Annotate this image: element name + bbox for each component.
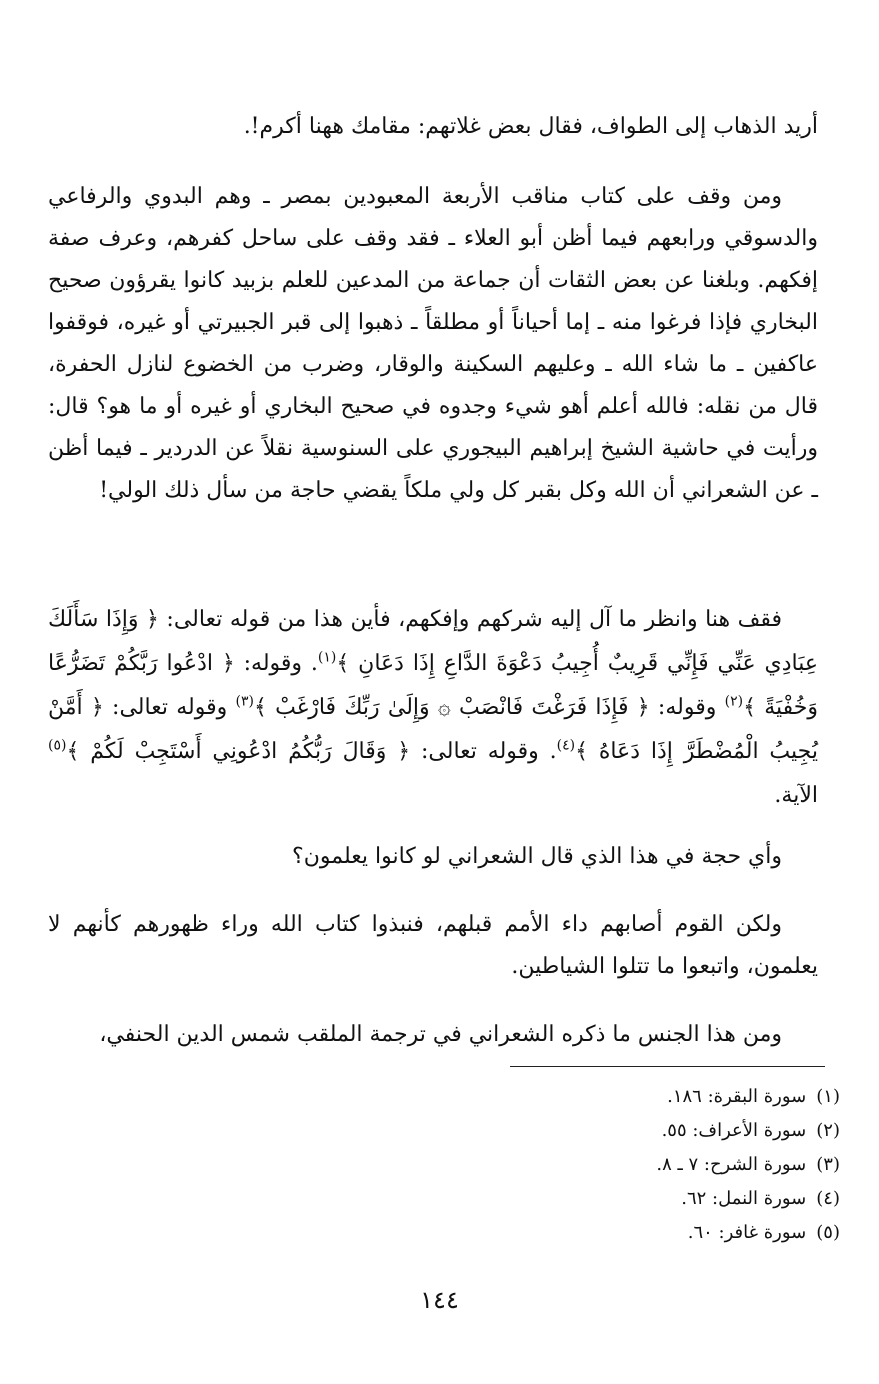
footnote-ref-1: (١) — [317, 649, 337, 666]
footnote-number: (١) — [816, 1086, 840, 1107]
footnote-5 — [420, 1216, 840, 1250]
footnote-text: سورة البقرة: ١٨٦. — [667, 1086, 807, 1107]
footnote-divider — [510, 1066, 825, 1067]
paragraph-3-part-a: فقف هنا وانظر ما آل إليه شركهم وإفكهم، فأين هذا من قوله تعالى: ﴿ وَإِذَا سَأَلَكَ عِبَادِي عَنِّي فَإِنِّي قَرِيبٌ أُجِيبُ دَعْوَةَ الدَّاعِ إِذَا دَعَانِ ﴾ — [48, 607, 818, 676]
paragraph-1: أريد الذهاب إلى الطواف، فقال بعض غلاتهم: مقامك ههنا أكرم!. — [243, 114, 818, 139]
footnote-ref-2: (٢) — [724, 693, 744, 710]
paragraph-4: وأي حجة في هذا الذي قال الشعراني لو كانوا يعلمون؟ — [292, 844, 782, 869]
paragraph-3-part-c: وقوله: ﴿ فَإِذَا فَرَغْتَ فَانْصَبْ ۞ وَإِلَىٰ رَبِّكَ فَارْغَبْ ﴾ — [253, 695, 725, 720]
footnote-4 — [420, 1182, 840, 1216]
footnote-text: سورة النمل: ٦٢. — [681, 1188, 807, 1209]
paragraph-6: ومن هذا الجنس ما ذكره الشعراني في ترجمة الملقب شمس الدين الحنفي، — [99, 1022, 782, 1047]
paragraph-3-part-f: الآية. — [774, 783, 818, 808]
footnote-text: سورة الشرح: ٧ ـ ٨. — [656, 1154, 807, 1175]
paragraph-2: ومن وقف على كتاب مناقب الأربعة المعبودين بمصر ـ وهم البدوي والرفاعي والدسوقي ورابعهم فيما أظن أبو العلاء ـ فقد وقف على ساحل كفرهم، وعرف صفة إفكهم. وبلغنا عن بعض الثقات أن جماعة من المدعين للعلم بزبيد كانوا يقرؤون صحيح البخاري فإذا فرغوا منه ـ إما أحياناً أو مطلقاً ـ ذهبوا إلى قبر الجبيرتي أو غيره، فوقفوا عاكفين ـ ما شاء الله ـ وعليهم السكينة والوقار، وضرب من الخضوع لنازل الحفرة، قال من نقله: فالله أعلم أهو شيء وجدوه في صحيح البخاري أو غيره أو ما هو؟ قال: ورأيت في حاشية الشيخ إبراهيم البيجوري على السنوسية نقلاً عن الدردير ـ فيما أظن ـ عن الشعراني أن الله وكل بقبر كل ولي ملكاً يقضي حاجة من سأل ذلك الولي! — [48, 184, 818, 503]
footnote-number: (٢) — [816, 1120, 840, 1141]
footnote-number: (٣) — [816, 1154, 840, 1175]
footnote-1 — [420, 1080, 840, 1114]
footnote-ref-4: (٤) — [556, 737, 576, 754]
footnote-2 — [420, 1114, 840, 1148]
footnotes-list — [420, 1080, 840, 1250]
paragraph-3-part-b: . وقوله: ﴿ ادْعُوا رَبَّكُمْ تَضَرُّعًا وَخُفْيَةً ﴾ — [48, 651, 819, 720]
footnote-number: (٥) — [816, 1222, 840, 1243]
footnote-text: سورة غافر: ٦٠. — [687, 1222, 807, 1243]
paragraph-3-part-e: . وقوله تعالى: ﴿ وَقَالَ رَبُّكُمُ ادْعُونِي أَسْتَجِبْ لَكُمْ ﴾ — [66, 739, 557, 764]
page-number: ١٤٤ — [420, 1286, 459, 1314]
footnote-ref-3: (٣) — [235, 693, 254, 710]
paragraph-3-quran-citations — [48, 598, 818, 818]
footnote-number: (٤) — [816, 1188, 840, 1209]
footnote-3 — [420, 1148, 840, 1182]
paragraph-5: ولكن القوم أصابهم داء الأمم قبلهم، فنبذوا كتاب الله وراء ظهورهم كأنهم لا يعلمون، واتبعوا ما تتلوا الشياطين. — [48, 912, 818, 979]
footnote-ref-5: (٥) — [48, 737, 67, 754]
paragraph-3-part-d: وقوله تعالى: ﴿ أَمَّنْ يُجِيبُ الْمُضْطَرَّ إِذَا دَعَاهُ ﴾ — [48, 695, 818, 764]
footnote-text: سورة الأعراف: ٥٥. — [661, 1120, 807, 1141]
